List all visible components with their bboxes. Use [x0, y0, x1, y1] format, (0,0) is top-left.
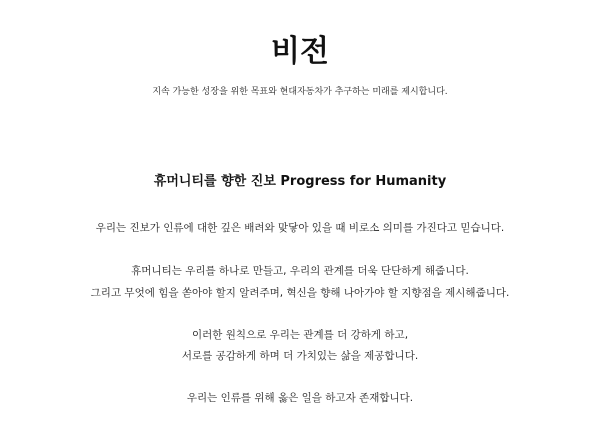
paragraph-line: 이러한 원칙으로 우리는 관계를 더 강하게 하고, [191, 329, 409, 341]
paragraph-line: 휴머니티는 우리를 하나로 만들고, 우리의 관계를 더욱 단단하게 해줍니다. [131, 265, 469, 277]
page-title: 비전 [271, 34, 329, 69]
paragraph-line: 그리고 무엇에 힘을 쏟아야 할지 알려주며, 혁신을 향해 나아가야 할 지향점을 제시해줍니다. [90, 287, 510, 299]
page-subtitle: 지속 가능한 성장을 위한 목표와 현대자동차가 추구하는 미래를 제시합니다. [152, 87, 448, 97]
paragraph-line: 우리는 진보가 인류에 대한 깊은 배려와 맞닿아 있을 때 비로소 의미를 가진다고 믿습니다. [95, 222, 505, 234]
paragraph-line: 서로를 공감하게 하며 더 가치있는 삶을 제공합니다. [181, 350, 419, 362]
section-heading: 휴머니티를 향한 진보 Progress for Humanity [153, 174, 447, 189]
paragraph-line: 우리는 인류를 위해 옳은 일을 하고자 존재합니다. [186, 392, 414, 404]
